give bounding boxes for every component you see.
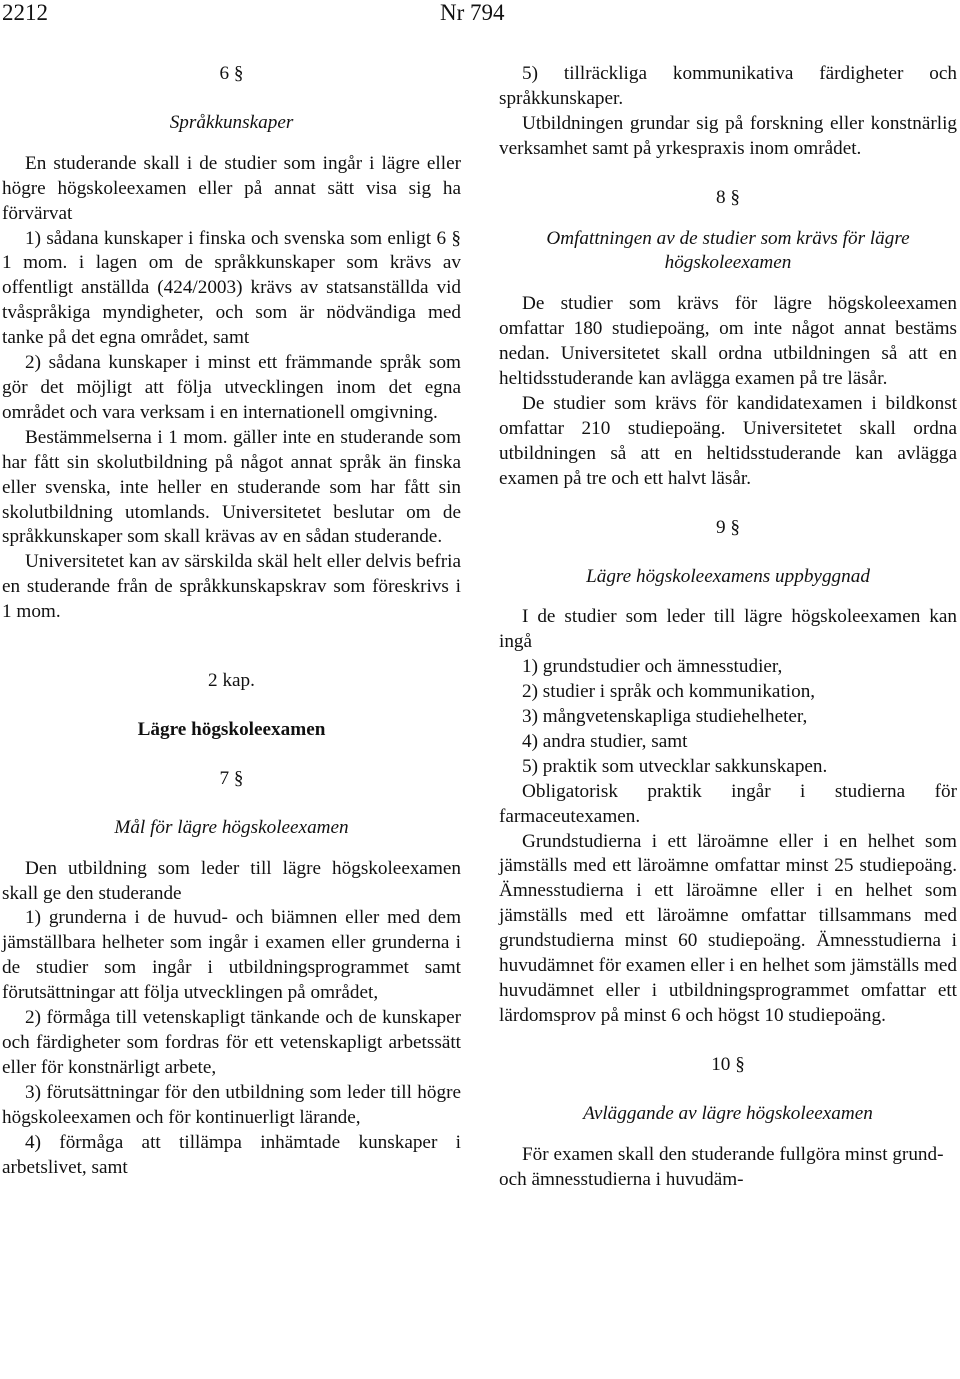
paragraph: Obligatorisk praktik ingår i studierna för farmaceutexamen.	[499, 780, 957, 827]
paragraph: För examen skall den studerande fullgöra minst grund- och ämnesstudierna i huvudäm-	[499, 1143, 944, 1190]
section-heading-6: 6 §	[219, 63, 244, 84]
paragraph: I de studier som leder till lägre högskoleexamen kan ingå	[499, 606, 957, 653]
right-column	[499, 62, 957, 1192]
paragraph: De studier som krävs för kandidatexamen i bildkonst omfattar 210 studiepoäng. Universitetet skall ordna utbildningen så att en heltidsstuderande kan avlägga examen på tre och ett halvt läsår.	[499, 392, 957, 489]
paragraph: Den utbildning som leder till lägre högskoleexamen skall ge den studerande	[2, 857, 461, 904]
page-header	[0, 0, 960, 30]
page-number: 2212	[2, 0, 48, 25]
list-item: 1) sådana kunskaper i finska och svenska som enligt 6 § 1 mom. i lagen om de språkkunskaper som krävs av offentligt anställda (424/2003) krävs av statsanställda vid tvåspråkiga myndigheter, och som är nödvändiga med tanke på det egna området, samt	[2, 227, 461, 349]
paragraph: Grundstudierna i ett läroämne eller i en helhet som jämställs med ett läroämne omfattar minst 25 studiepoäng. Ämnesstudierna i ett läroämne eller i en helhet som jämställs med ett läroämne omfattar tillsammans med grundstudierna minst 60 studiepoäng. Ämnesstudierna i huvudämnet för examen eller i en helhet som jämställs med huvudämnet eller i utbildningsprogrammet omfattar ett lärdomsprov på minst 6 och högst 10 studiepoäng.	[499, 830, 957, 1026]
left-column	[2, 62, 461, 1180]
section-title-6: Språkkunskaper	[169, 111, 294, 133]
list-item: 4) andra studier, samt	[522, 730, 688, 752]
section-heading-7: 7 §	[219, 767, 244, 789]
section-title-7: Mål för lägre högskoleexamen	[114, 816, 349, 838]
paragraph: De studier som krävs för lägre högskoleexamen omfattar 180 studiepoäng, om inte något annat bestäms nedan. Universitetet skall ordna utbildningen så att en heltidsstuderande kan avlägga examen på tre läsår.	[499, 293, 957, 390]
issue-number: Nr 794	[440, 0, 505, 25]
section-heading-10: 10 §	[711, 1053, 745, 1075]
list-item: 2) sådana kunskaper i minst ett främmande språk som gör det möjligt att följa utvecklingen inom det egna området och vara verksam i en internationell omgivning.	[2, 352, 461, 423]
section-heading-9: 9 §	[716, 516, 740, 538]
section-heading-8: 8 §	[716, 186, 740, 208]
section-title-9: Lägre högskoleexamens uppbyggnad	[586, 565, 870, 587]
paragraph: Utbildningen grundar sig på forskning eller konstnärlig verksamhet samt på yrkespraxis inom området.	[499, 112, 957, 159]
paragraph: Universitetet kan av särskilda skäl helt eller delvis befria en studerande från de språkkunskapskrav som föreskrivs i 1 mom.	[2, 551, 461, 623]
list-item: 1) grunderna i de huvud- och biämnen eller med dem jämställbara helheter som ingår i examen eller grunderna i de studier som ingår i utbildningsprogrammet samt förutsättningar att följa utvecklingen på området,	[2, 907, 461, 1004]
paragraph: Bestämmelserna i 1 mom. gäller inte en studerande som har fått sin skolutbildning på något annat språk än finska eller svenska, inte heller en studerande som har fått sin skolutbildning utomlands. Universitetet beslutar om de språkkunskaper som skall krävas av en sådan studerande.	[2, 426, 461, 548]
list-item: 5) tillräckliga kommunikativa färdigheter och språkkunskaper.	[499, 63, 957, 109]
list-item: 4) förmåga att tillämpa inhämtade kunskaper i arbetslivet, samt	[2, 1131, 461, 1178]
list-item: 3) mångvetenskapliga studiehelheter,	[522, 706, 808, 728]
paragraph: En studerande skall i de studier som ingår i lägre eller högre högskoleexamen eller på annat sätt visa sig ha förvärvat	[2, 152, 461, 224]
list-item: 5) praktik som utvecklar sakkunskapen.	[522, 755, 828, 777]
section-title-10: Avläggande av lägre högskoleexamen	[583, 1102, 873, 1124]
section-title-8: Omfattningen av de studier som krävs för lägre högskoleexamen	[546, 227, 910, 274]
list-item: 2) förmåga till vetenskapligt tänkande och de kunskaper och färdigheter som fordras för ett vetenskapligt arbetssätt eller för konstnärligt arbete,	[2, 1007, 461, 1078]
chapter-number: 2 kap.	[208, 670, 255, 692]
list-item: 2) studier i språk och kommunikation,	[522, 681, 816, 703]
list-item: 1) grundstudier och ämnesstudier,	[522, 656, 783, 678]
chapter-title: Lägre högskoleexamen	[137, 718, 326, 740]
list-item: 3) förutsättningar för den utbildning som leder till högre högskoleexamen och för kontinuerligt lärande,	[2, 1081, 461, 1128]
